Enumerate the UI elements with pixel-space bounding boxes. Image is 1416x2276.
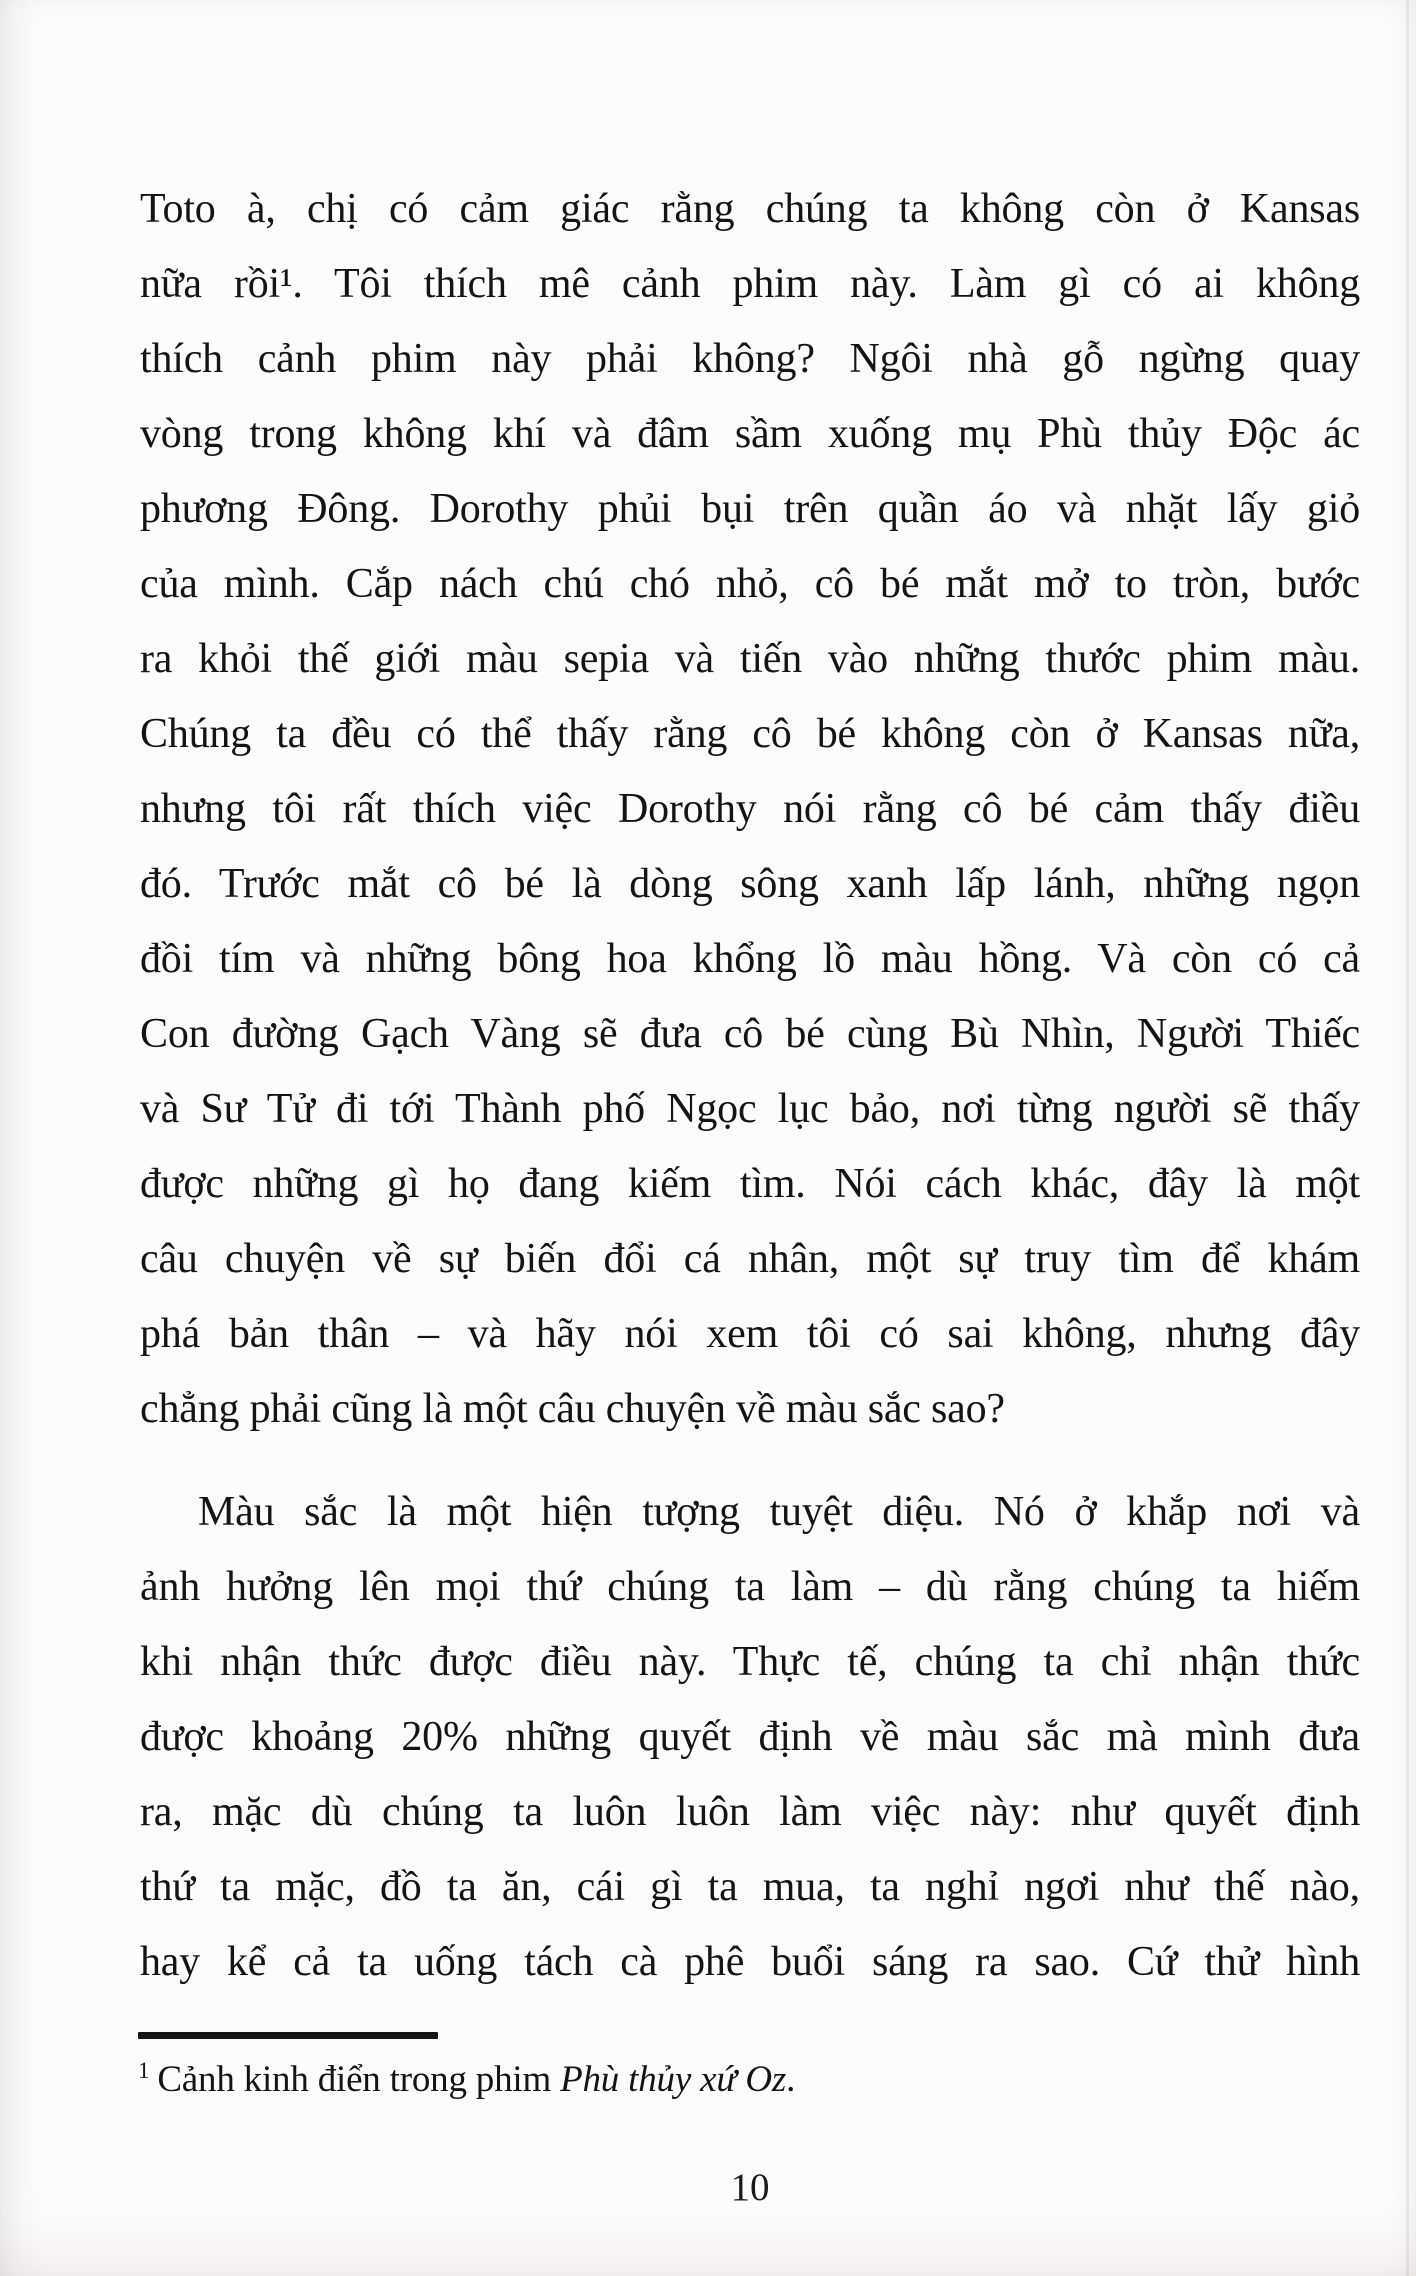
text-line: ảnh hưởng lên mọi thứ chúng ta làm – dù rằng chúng ta hiếm <box>140 1564 1360 1610</box>
text-line: nữa rồi¹. Tôi thích mê cảnh phim này. Làm gì có ai không <box>140 261 1360 307</box>
text-line: thứ ta mặc, đồ ta ăn, cái gì ta mua, ta nghỉ ngơi như thế nào, <box>140 1864 1360 1910</box>
text-line: Con đường Gạch Vàng sẽ đưa cô bé cùng Bù Nhìn, Người Thiếc <box>140 1011 1360 1057</box>
text-line: và Sư Tử đi tới Thành phố Ngọc lục bảo, nơi từng người sẽ thấy <box>140 1086 1360 1132</box>
text-line: của mình. Cắp nách chú chó nhỏ, cô bé mắt mở to tròn, bước <box>140 561 1360 607</box>
paragraph <box>140 172 1360 1447</box>
text-line: vòng trong không khí và đâm sầm xuống mụ Phù thủy Độc ác <box>140 411 1360 457</box>
text-line: nhưng tôi rất thích việc Dorothy nói rằng cô bé cảm thấy điều <box>140 786 1360 832</box>
text-line: khi nhận thức được điều này. Thực tế, chúng ta chỉ nhận thức <box>140 1639 1360 1685</box>
footnote-text-italic: Phù thủy xứ Oz <box>560 2059 787 2100</box>
page-number: 10 <box>730 2166 770 2209</box>
text-line: đó. Trước mắt cô bé là dòng sông xanh lấp lánh, những ngọn <box>140 861 1360 907</box>
footnote-text <box>138 2055 1358 2105</box>
text-line: được những gì họ đang kiếm tìm. Nói cách khác, đây là một <box>140 1161 1360 1207</box>
text-line: câu chuyện về sự biến đổi cá nhân, một sự truy tìm để khám <box>140 1236 1360 1282</box>
footnote-text-regular: Cảnh kinh điển trong phim <box>157 2059 561 2100</box>
footnote-marker: 1 <box>138 2057 150 2083</box>
footnote <box>138 2032 1358 2105</box>
footnote-text-end: . <box>786 2059 796 2100</box>
text-line: Màu sắc là một hiện tượng tuyệt diệu. Nó ở khắp nơi và <box>198 1489 1360 1535</box>
text-line: hay kể cả ta uống tách cà phê buổi sáng ra sao. Cứ thử hình <box>140 1939 1360 1985</box>
text-line: phá bản thân – và hãy nói xem tôi có sai không, nhưng đây <box>140 1311 1360 1357</box>
footnote-divider <box>138 2032 438 2039</box>
text-line: Chúng ta đều có thể thấy rằng cô bé không còn ở Kansas nữa, <box>140 711 1360 757</box>
paragraph <box>140 1475 1360 2000</box>
text-line: ra, mặc dù chúng ta luôn luôn làm việc này: như quyết định <box>140 1789 1360 1835</box>
text-line: được khoảng 20% những quyết định về màu sắc mà mình đưa <box>140 1714 1360 1760</box>
text-line: ra khỏi thế giới màu sepia và tiến vào những thước phim màu. <box>140 636 1360 682</box>
text-line: Toto à, chị có cảm giác rằng chúng ta không còn ở Kansas <box>140 186 1360 232</box>
text-block <box>140 172 1360 2000</box>
text-line: thích cảnh phim này phải không? Ngôi nhà gỗ ngừng quay <box>140 336 1360 382</box>
text-line: chẳng phải cũng là một câu chuyện về màu sắc sao? <box>140 1386 1005 1432</box>
text-line: đồi tím và những bông hoa khổng lồ màu hồng. Và còn có cả <box>140 936 1360 982</box>
text-line: phương Đông. Dorothy phủi bụi trên quần áo và nhặt lấy giỏ <box>140 486 1360 532</box>
